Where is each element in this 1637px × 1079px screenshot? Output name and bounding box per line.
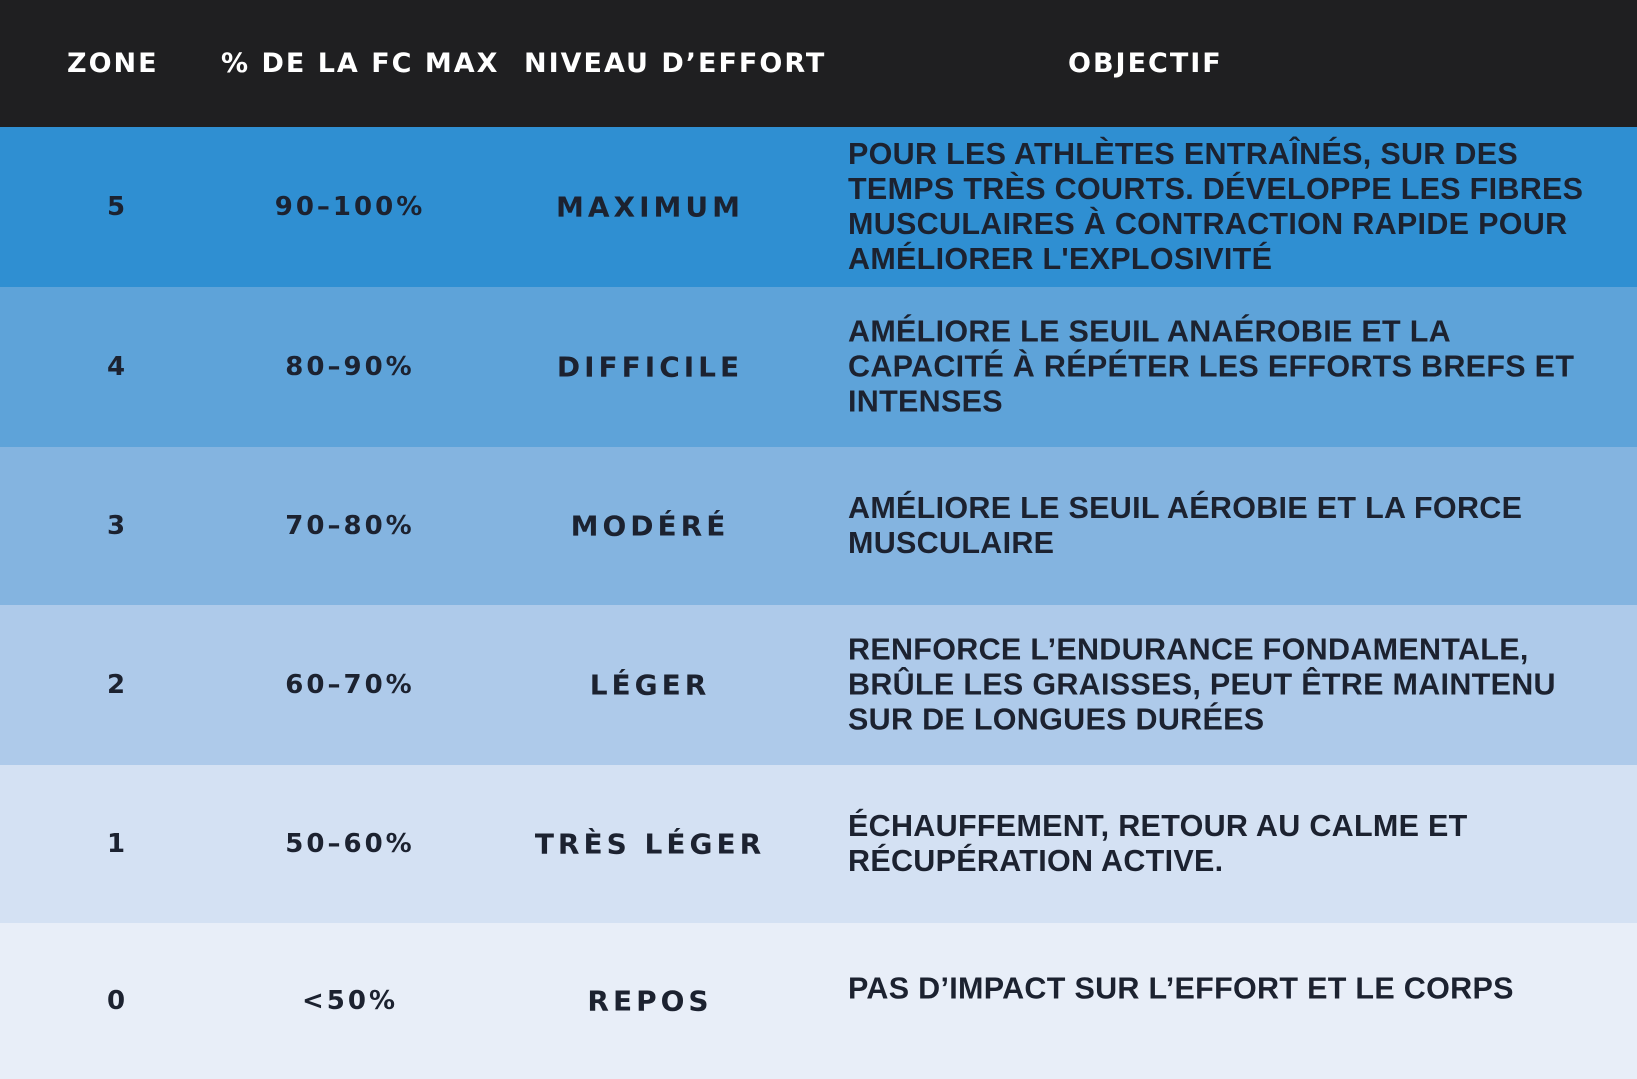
objective-cell: POUR LES ATHLÈTES ENTRAÎNÉS, SUR DES TEMPS TRÈS COURTS. DÉVELOPPE LES FIBRES MUSCULAIRES À CONTRACTION RAPIDE POUR AMÉLIORER L'EXPLOSIVITÉ [848, 137, 1584, 276]
header-effort-level: NIVEAU D’EFFORT [524, 48, 827, 79]
objective-cell: AMÉLIORE LE SEUIL AÉROBIE ET LA FORCE MUSCULAIRE [848, 491, 1523, 560]
header-zone: ZONE [67, 48, 159, 79]
objective-cell: PAS D’IMPACT SUR L’EFFORT ET LE CORPS [848, 971, 1514, 1006]
table-row: 4 80–90% DIFFICILE AMÉLIORE LE SEUIL ANAÉROBIE ET LA CAPACITÉ À RÉPÉTER LES EFFORTS BREFS ET INTENSES [0, 287, 1637, 447]
table-row: 5 90–100% MAXIMUM POUR LES ATHLÈTES ENTRAÎNÉS, SUR DES TEMPS TRÈS COURTS. DÉVELOPPE LES FIBRES MUSCULAIRES À CONTRACTION RAPIDE POUR AMÉLIORER L'EXPLOSIVITÉ [0, 127, 1637, 287]
table-row: 2 60–70% LÉGER RENFORCE L’ENDURANCE FONDAMENTALE, BRÛLE LES GRAISSES, PEUT ÊTRE MAINTENU SUR DE LONGUES DURÉES [0, 605, 1637, 765]
table-row: 0 <50% REPOS PAS D’IMPACT SUR L’EFFORT ET LE CORPS [0, 923, 1637, 1079]
table-header [0, 0, 1637, 127]
objective-cell: RENFORCE L’ENDURANCE FONDAMENTALE, BRÛLE LES GRAISSES, PEUT ÊTRE MAINTENU SUR DE LONGUES DURÉES [848, 632, 1556, 737]
objective-cell: ÉCHAUFFEMENT, RETOUR AU CALME ET RÉCUPÉRATION ACTIVE. [848, 809, 1468, 878]
table-row: 1 50–60% TRÈS LÉGER ÉCHAUFFEMENT, RETOUR AU CALME ET RÉCUPÉRATION ACTIVE. [0, 765, 1637, 923]
table-row: 3 70–80% MODÉRÉ AMÉLIORE LE SEUIL AÉROBIE ET LA FORCE MUSCULAIRE [0, 447, 1637, 605]
header-max-hr-percent: % DE LA FC MAX [221, 48, 500, 79]
objective-cell: AMÉLIORE LE SEUIL ANAÉROBIE ET LA CAPACITÉ À RÉPÉTER LES EFFORTS BREFS ET INTENSES [848, 314, 1575, 419]
header-objective: OBJECTIF [1068, 48, 1223, 79]
